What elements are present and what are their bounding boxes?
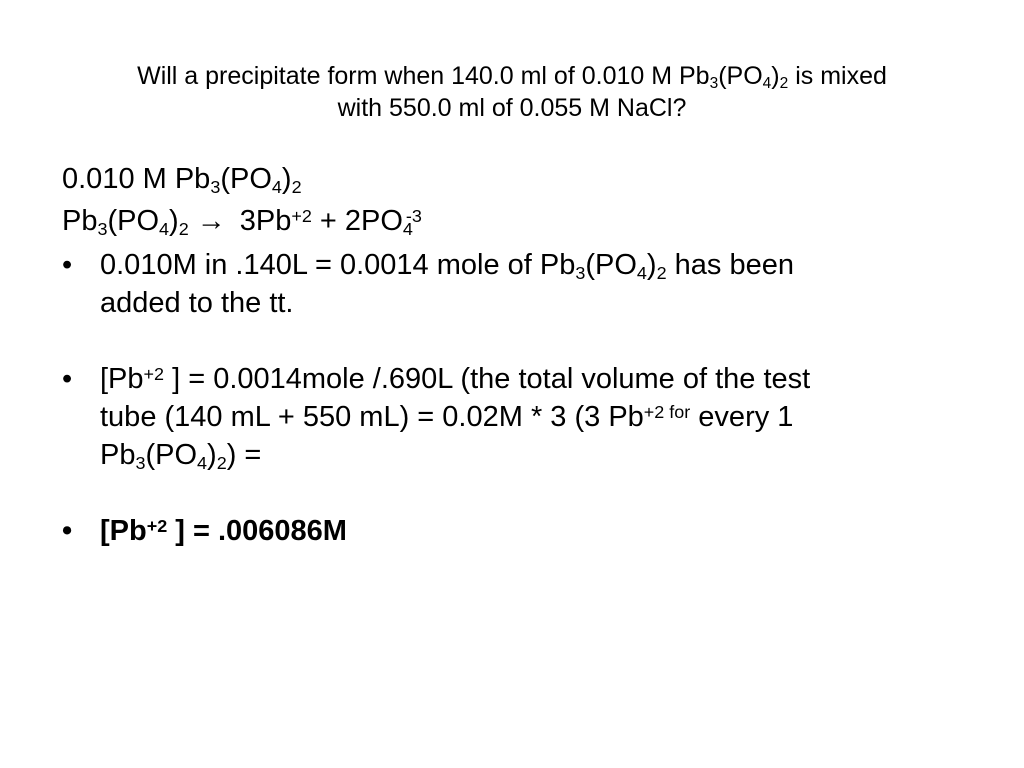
title-text: is mixed <box>788 62 887 90</box>
arrow-icon: → <box>196 205 226 237</box>
bullet-icon: • <box>62 363 73 395</box>
bullet-icon: • <box>62 515 73 547</box>
subscript: 3 <box>709 75 719 93</box>
dissociation-equation: $Pb_3(PO_4)_2 \to 3Pb^{+2} + 2PO_4^{-3}$ <box>62 205 422 240</box>
title-line-2: with 550.0 ml of 0.055 M NaCl? <box>337 94 687 122</box>
title-text: Will a precipitate form when 140.0 ml of 0.010 M Pb <box>137 62 710 90</box>
slide-title <box>60 60 964 124</box>
title-line-1 <box>60 60 964 92</box>
bullet-moles-added: • 0.010M in .140L = 0.0014 mole of $Pb_3(PO_4)_2$ has been added to the tt. <box>62 246 962 322</box>
subscript: 2 <box>779 75 789 93</box>
title-text: (PO <box>718 62 763 90</box>
slide-body <box>62 160 962 550</box>
bullet-icon: • <box>62 249 73 281</box>
bullet-result: • [$Pb^{+2}$ ] = .006086M <box>62 512 962 550</box>
concentration-line: 0.010 M $Pb_3(PO_4)_2$ <box>62 163 302 198</box>
subscript: 4 <box>762 75 772 93</box>
title-text: ) <box>771 62 780 90</box>
bullet-concentration-calc: • [$Pb^{+2}$ ] = 0.0014mole /.690L (the total volume of the test tube (140 mL + 550 mL) = 0.02M * 3 (3 $Pb^{+2 for}$ every 1 $Pb_3(PO_4)_2$) = <box>62 360 962 474</box>
